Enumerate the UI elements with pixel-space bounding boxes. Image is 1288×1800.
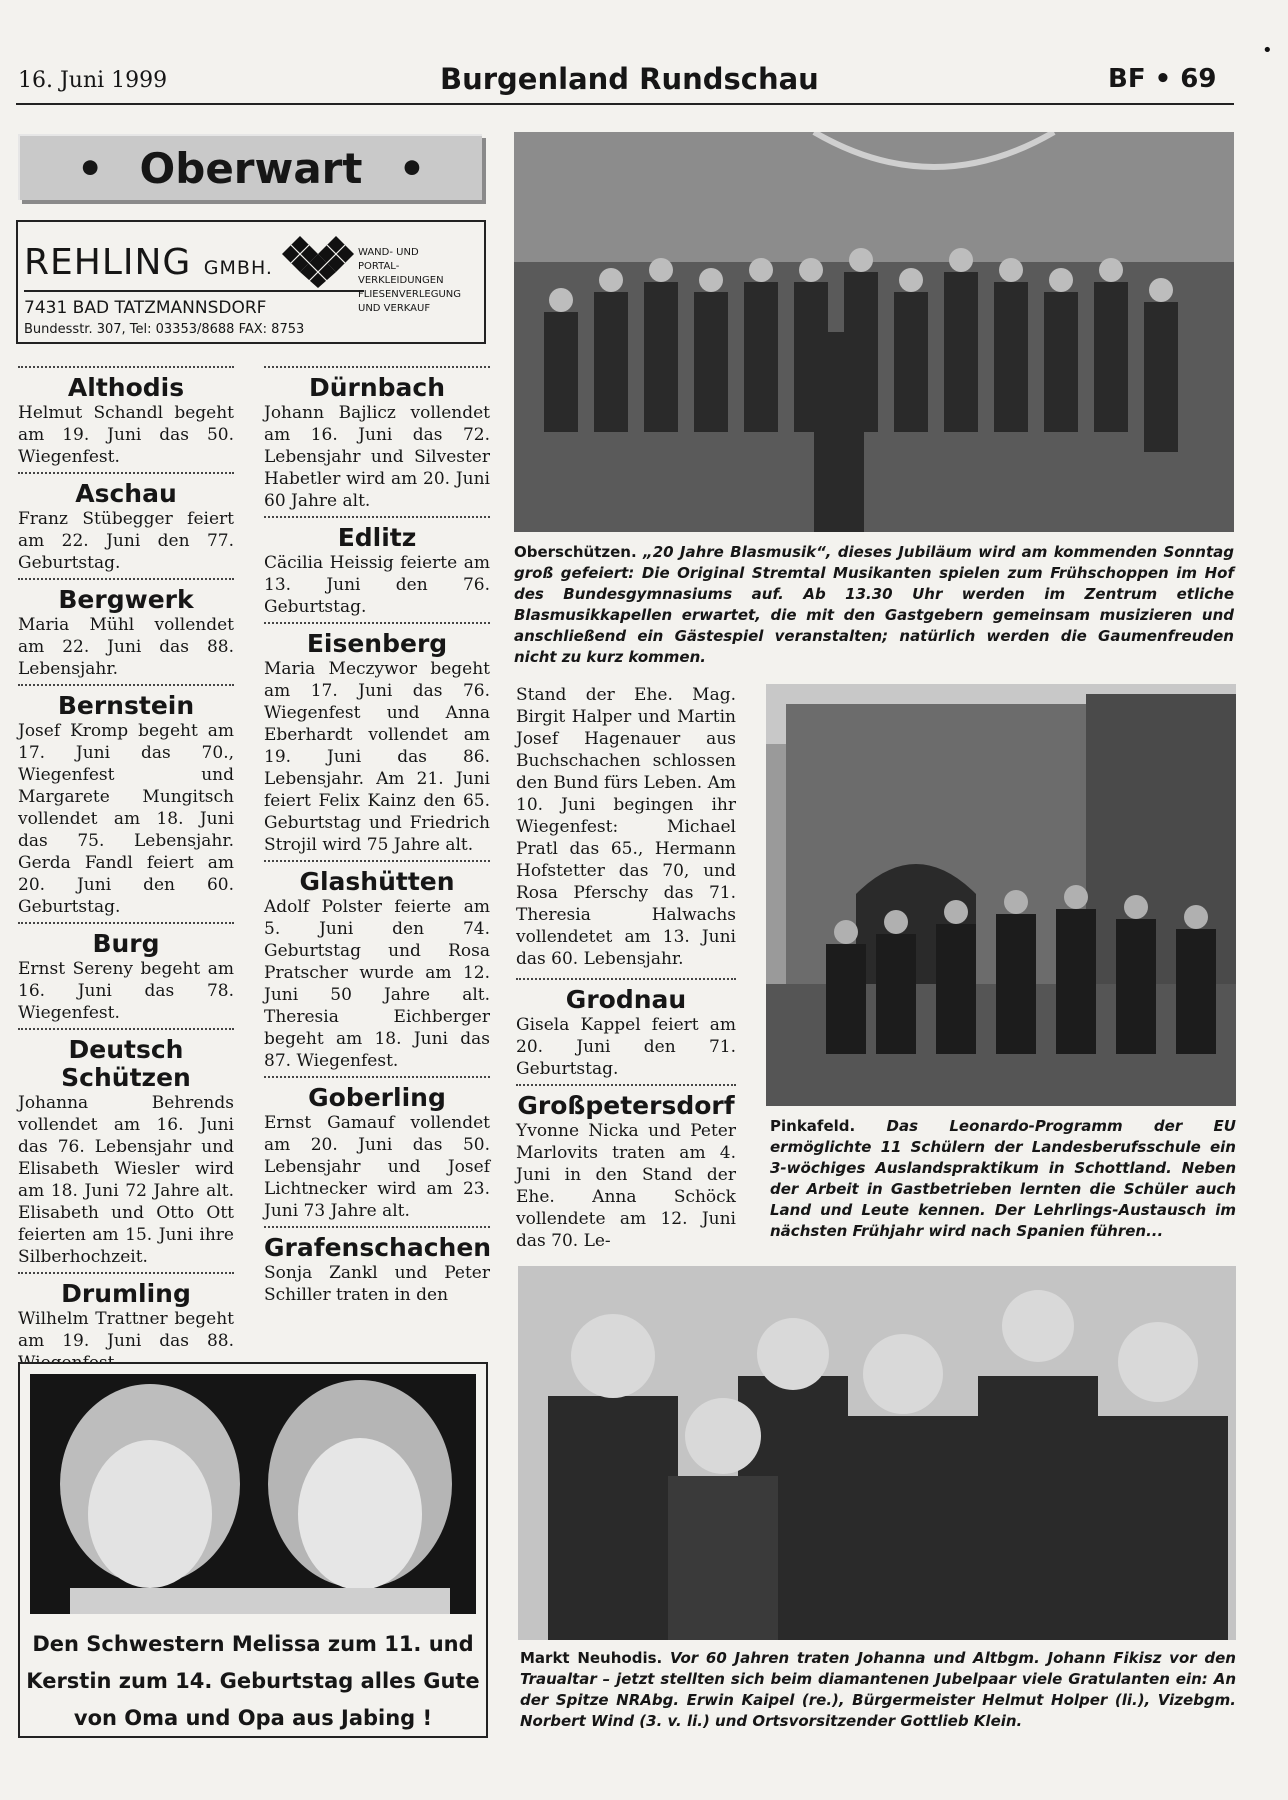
place-heading: Eisenberg (306, 629, 448, 658)
place-heading: Grodnau (565, 985, 687, 1014)
notice-entry (18, 684, 234, 918)
place-heading: Großpetersdorf (517, 1091, 735, 1120)
section-title: Oberwart (139, 143, 363, 193)
caption-place: Pinkafeld. (770, 1117, 856, 1135)
caption-brass-band (514, 542, 1234, 668)
notice-entry (516, 1084, 736, 1252)
header-rule (16, 103, 1234, 105)
notice-text: Helmut Schandl begeht am 19. Juni das 50. Wiegenfest. (18, 403, 234, 467)
ad-divider (24, 290, 364, 292)
place-heading: Aschau (75, 479, 177, 508)
photo-castle-students (766, 684, 1236, 1106)
birthday-greeting-text (20, 1626, 486, 1737)
ad-services (358, 246, 480, 316)
notice-entry (264, 366, 490, 512)
caption-castle-students (770, 1116, 1236, 1242)
caption-place: Markt Neuhodis. (520, 1649, 663, 1667)
caption-place: Oberschützen. (514, 543, 637, 561)
rehling-advertisement (16, 220, 486, 344)
place-heading: Dürnbach (308, 373, 446, 402)
place-heading: Drumling (61, 1279, 191, 1308)
notice-entry (18, 472, 234, 574)
ad-logo (24, 242, 273, 283)
place-heading: Bernstein (57, 691, 195, 720)
place-heading: Burg (92, 929, 160, 958)
notice-text: Franz Stübegger feiert am 22. Juni den 77. Geburtstag. (18, 509, 234, 573)
notice-text: Johann Bajlicz vollendet am 16. Juni das 72. Lebensjahr und Silvester Habetler wird am 20. Juni 60 Jahre alt. (264, 403, 490, 511)
notice-text: Ernst Sereny begeht am 16. Juni das 78. Wiegenfest. (18, 959, 234, 1023)
photo-sisters (30, 1374, 476, 1614)
ad-brand-suffix: GMBH. (203, 257, 273, 279)
place-heading: Althodis (67, 373, 185, 402)
notice-entry (18, 366, 234, 468)
newspaper-title: Burgenland Rundschau (440, 62, 819, 96)
notice-text: Ernst Gamauf vollendet am 20. Juni das 50. Lebensjahr und Josef Lichtnecker wird am 23. Juni 73 Jahre alt. (264, 1113, 490, 1221)
caption-text: Das Leonardo-Programm der EU ermöglichte 11 Schülern der Landesberufsschule ein 3-wöchiges Auslandspraktikum in Schottland. Neben der Arbeit in Gastbetrieben lernten die Schüler auch Land und Leute kennen. Der Lehrlings-Austausch im nächsten Frühjahr wird nach Spanien führen... (770, 1117, 1236, 1240)
notice-text: Maria Mühl vollendet am 22. Juni das 88. Lebensjahr. (18, 615, 234, 679)
photo-jubilee-couple (518, 1266, 1236, 1640)
notice-entry (18, 922, 234, 1024)
place-heading: Deutsch Schützen (61, 1035, 191, 1092)
notice-text: Sonja Zankl und Peter Schiller traten in den (264, 1263, 490, 1305)
tile-diamond-icon (280, 232, 356, 288)
column-1 (18, 366, 234, 1378)
ad-service-line: WAND- UND (358, 247, 419, 258)
banner-bullet-right: • (398, 143, 426, 193)
ad-address: Bundesstr. 307, Tel: 03353/8688 FAX: 8753 (24, 322, 305, 337)
notice-entry (18, 1272, 234, 1374)
notice-text: Gisela Kappel feiert am 20. Juni den 71. Geburtstag. (516, 1015, 736, 1079)
place-heading: Bergwerk (58, 585, 194, 614)
notice-text: Josef Kromp begeht am 17. Juni das 70., Wiegenfest und Margarete Mungitsch vollendet am 18. Juni das 75. Lebensjahr. Gerda Fandl feiert am 20. Juni den 60. Geburtstag. (18, 721, 234, 917)
greeting-line: Den Schwestern Melissa zum 11. und (32, 1632, 474, 1656)
place-heading: Goberling (308, 1083, 446, 1112)
ad-service-line: PORTAL- (358, 261, 400, 272)
place-heading: Grafenschachen (264, 1233, 492, 1262)
column-2 (264, 366, 490, 1310)
notice-text: Yvonne Nicka und Peter Marlovits traten am 4. Juni in den Stand der Ehe. Anna Schöck vollendete am 12. Juni das 70. Le- (516, 1121, 736, 1251)
notice-text: Wilhelm Trattner begeht am 19. Juni das 88. (18, 1309, 234, 1351)
notice-entry (264, 1076, 490, 1222)
caption-jubilee-couple (520, 1648, 1236, 1732)
greeting-line: Kerstin zum 14. Geburtstag alles Gute (26, 1669, 480, 1693)
notice-entry (264, 516, 490, 618)
section-banner (18, 134, 482, 200)
notice-entry (264, 860, 490, 1072)
header-date: 16. Juni 1999 (18, 68, 168, 93)
notice-text: Maria Meczywor begeht am 17. Juni das 76. Wiegenfest und Anna Eberhardt vollendet am 19. Juni das 86. Lebensjahr. Am 21. Juni feiert Felix Kainz den 65. Geburtstag und Friedrich Strojil wird 75 Jahre alt. (264, 659, 490, 855)
caption-text: Vor 60 Jahren traten Johanna und Altbgm. Johann Fikisz vor den Traualtar – jetzt stellten sich beim diamantenen Jubelpaar viele Gratulanten ein: An der Spitze NRAbg. Erwin Kaipel (re.), Bürgermeister Helmut Holper (li.), Vizebgm. Norbert Wind (3. v. li.) und Ortsvorsitzender Gottlieb Klein. (520, 1649, 1236, 1730)
place-heading: Glashütten (299, 867, 455, 896)
ad-service-line: FLIESENVERLEGUNG (358, 289, 462, 300)
notice-entry (264, 622, 490, 856)
birthday-greeting-ad (18, 1362, 488, 1738)
column-3 (516, 684, 736, 1256)
greeting-line: von Oma und Opa aus Jabing ! (73, 1706, 433, 1730)
ad-service-line: VERKLEIDUNGEN (358, 275, 444, 286)
notice-entry (18, 1028, 234, 1268)
ad-service-line: UND VERKAUF (358, 303, 431, 314)
notice-text: Adolf Polster feierte am 5. Juni den 74. Geburtstag und Rosa Pratscher wurde am 12. Juni 50 Jahre alt. Theresia Eichberger begeht am 18. Juni das 87. Wiegenfest. (264, 897, 490, 1071)
notice-entry (18, 578, 234, 680)
notice-text: Johanna Behrends vollendet am 16. Juni das 76. Lebensjahr und Elisabeth Wiesler wird am 18. Juni 72 Jahre alt. Elisabeth und Otto Ott feierten am 15. Juni ihre Silberhochzeit. (18, 1093, 234, 1267)
banner-bullet-left: • (76, 143, 104, 193)
ad-city: 7431 BAD TATZMANNSDORF (24, 298, 267, 318)
notice-entry (264, 1226, 490, 1306)
notice-entry (516, 978, 736, 1080)
caption-text: „20 Jahre Blasmusik“, dieses Jubiläum wird am kommenden Sonntag groß gefeiert: Die Original Stremtal Musikanten spielen zum Frühschoppen im Hof des Bundesgymnasiums auf. Ab 13.30 Uhr werden im Zentrum etliche Blasmusikkapellen erwartet, die mit den Gastgebern gemeinsam musizieren und anschließend ein Gästespiel veranstalten; natürlich werden die Gaumenfreuden nicht zu kurz kommen. (514, 543, 1234, 666)
corner-mark-icon: • (1262, 40, 1273, 61)
notice-continuation: Stand der Ehe. Mag. Birgit Halper und Martin Josef Hagenauer aus Buchschachen schlossen den Bund fürs Leben. Am 10. Juni begingen ihr Wiegenfest: Michael Pratl das 65., Hermann Hofstetter das 70, und Rosa Pferschy das 71. Theresia Halwachs vollendetet am 13. Juni das 60. Lebensjahr. (516, 685, 736, 969)
place-heading: Edlitz (337, 523, 417, 552)
notice-text: Cäcilia Heissig feierte am 13. Juni den 76. Geburtstag. (264, 553, 490, 617)
ad-brand: REHLING (24, 242, 192, 283)
photo-brass-band (514, 132, 1234, 532)
page-number: BF • 69 (1108, 64, 1217, 94)
